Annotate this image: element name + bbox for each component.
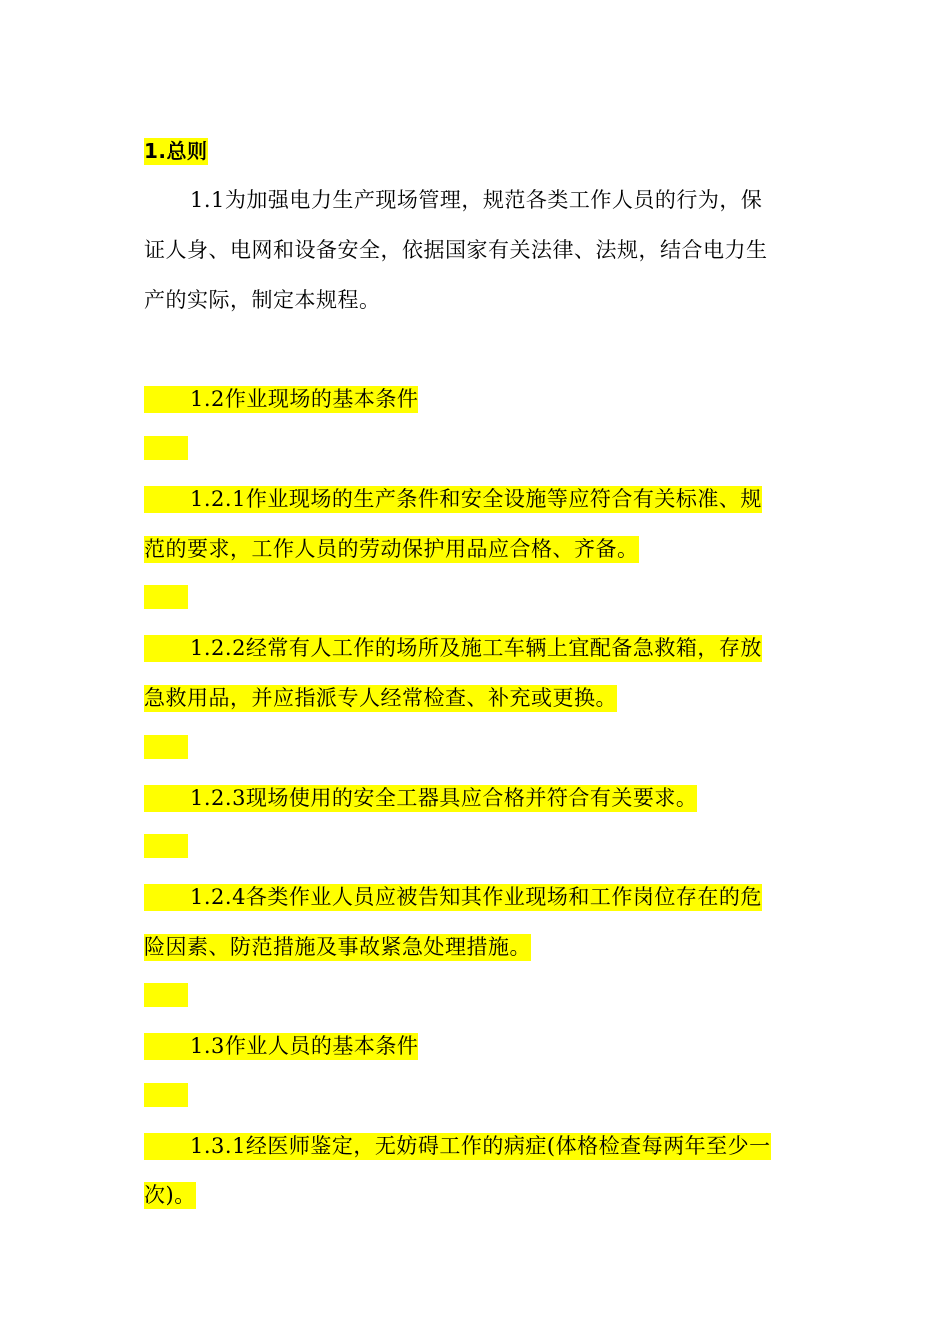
para-1-1-line-2: 证人身、电网和设备安全，依据国家有关法律、法规，结合电力生 [144,238,768,262]
para-1-2-2-line-1: 1.2.2经常有人工作的场所及施工车辆上宜配备急救箱，存放 [144,635,762,662]
blank-highlight-line [144,834,188,858]
para-1-2-2-line-2: 急救用品，并应指派专人经常检查、补充或更换。 [144,686,617,710]
para-1-1-line-1: 1.1为加强电力生产现场管理，规范各类工作人员的行为，保 [190,188,763,212]
para-1-2-1-line-2: 范的要求，工作人员的劳动保护用品应合格、齐备。 [144,537,639,561]
para-1-2-4-line-1: 1.2.4各类作业人员应被告知其作业现场和工作岗位存在的危 [144,884,762,911]
para-1-2-1-line-1: 1.2.1作业现场的生产条件和安全设施等应符合有关标准、规 [144,486,762,513]
para-1-3-1-line-1: 1.3.1经医师鉴定，无妨碍工作的病症(体格检查每两年至少一 [144,1133,771,1160]
para-1-2-title: 1.2作业现场的基本条件 [144,386,418,413]
section-heading: 1.总则 [144,139,208,163]
para-1-3-title: 1.3作业人员的基本条件 [144,1033,418,1060]
blank-highlight-line [144,983,188,1007]
para-1-3-1-line-2: 次)。 [144,1183,196,1207]
para-1-2-3-line-1: 1.2.3现场使用的安全工器具应合格并符合有关要求。 [144,785,697,812]
para-1-1-line-3: 产的实际，制定本规程。 [144,288,381,312]
para-1-2-4-line-2: 险因素、防范措施及事故紧急处理措施。 [144,935,531,959]
blank-highlight-line [144,585,188,609]
blank-highlight-line [144,1083,188,1107]
blank-highlight-line [144,735,188,759]
blank-highlight-line [144,436,188,460]
